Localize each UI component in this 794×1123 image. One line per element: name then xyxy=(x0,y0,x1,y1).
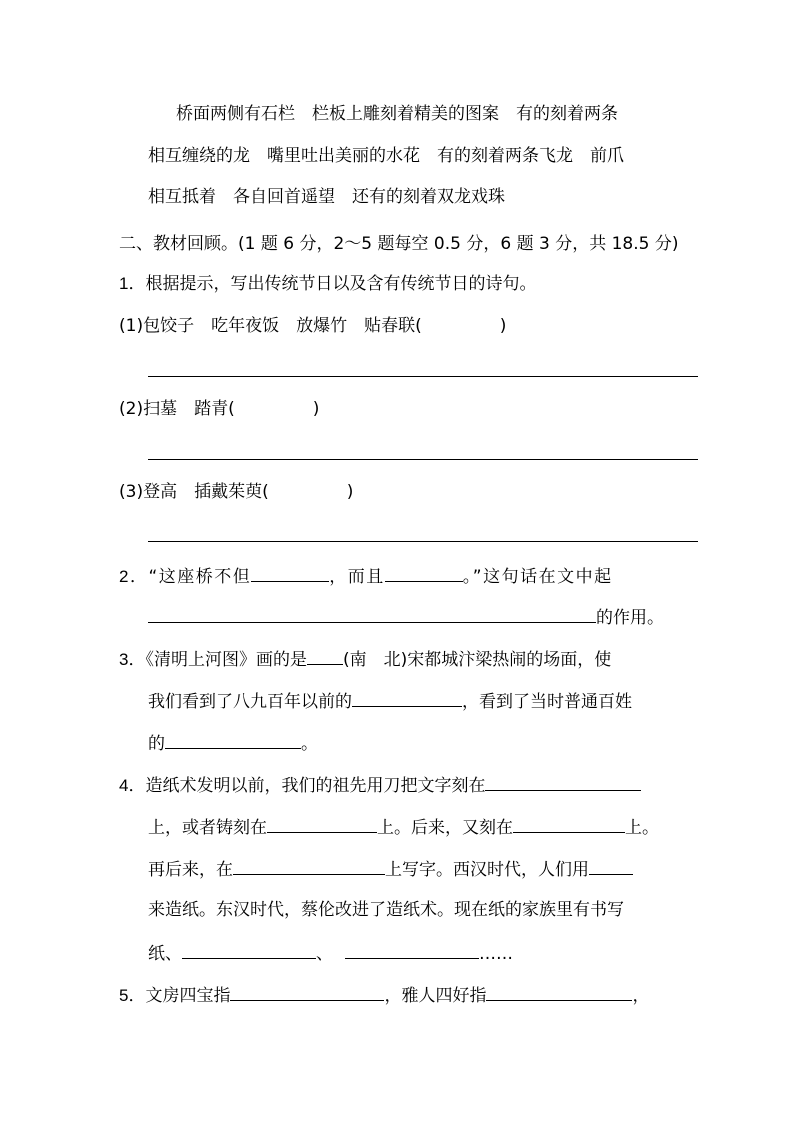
question-text: 造纸术发明以前，我们的祖先用刀把文字刻在 xyxy=(145,776,486,796)
question-text: 再后来，在 xyxy=(148,860,233,880)
question-text: 的作用。 xyxy=(596,608,664,628)
item-hint: 包饺子 吃年夜饭 放爆竹 贴春联( xyxy=(143,316,422,336)
item-hint: 登高 插戴茱萸( xyxy=(143,482,269,502)
question-text: 、 xyxy=(316,944,333,964)
question-5-line-1 xyxy=(119,982,649,1008)
answer-blank[interactable] xyxy=(513,814,625,833)
question-text: (南 北)宋都城汴梁热闹的场面，使 xyxy=(342,650,612,670)
question-text: 上。 xyxy=(625,818,659,838)
question-1-item-1 xyxy=(119,314,506,338)
question-text: ，而且 xyxy=(329,567,385,587)
answer-blank[interactable] xyxy=(589,856,633,875)
question-text: 纸、 xyxy=(148,944,182,964)
question-number: 2． xyxy=(119,567,149,586)
passage-line-3: 相互抵着 各自回首遥望 还有的刻着双龙戏珠 xyxy=(148,187,505,207)
answer-blank[interactable] xyxy=(352,688,462,707)
passage-line-2: 相互缠绕的龙 嘴里吐出美丽的水花 有的刻着两条飞龙 前爪 xyxy=(148,146,624,166)
question-text: 上写字。西汉时代，人们用 xyxy=(385,860,589,880)
question-4-line-2 xyxy=(148,814,659,840)
item-close: ) xyxy=(346,482,354,502)
item-prefix: (3) xyxy=(119,482,144,502)
question-text: 上，或者铸刻在 xyxy=(148,818,267,838)
question-2-line-2 xyxy=(148,604,664,630)
answer-line-3[interactable] xyxy=(148,541,698,542)
question-1-item-2 xyxy=(119,397,319,421)
question-text: ， xyxy=(632,986,650,1006)
answer-blank[interactable] xyxy=(485,772,641,791)
question-text: 文房四宝指 xyxy=(145,986,231,1006)
question-2-line-1 xyxy=(119,563,613,589)
question-number: 1． xyxy=(119,274,146,293)
answer-blank[interactable] xyxy=(345,940,479,959)
question-text: 根据提示，写出传统节日以及含有传统节日的诗句。 xyxy=(145,274,537,294)
passage-line-1: 桥面两侧有石栏 栏板上雕刻着精美的图案 有的刻着两条 xyxy=(176,104,618,124)
answer-line-2[interactable] xyxy=(148,459,698,460)
question-4-line-4: 来造纸。东汉时代，蔡伦改进了造纸术。现在纸的家族里有书写 xyxy=(148,900,624,920)
answer-blank[interactable] xyxy=(385,563,463,582)
item-close: ) xyxy=(499,316,507,336)
question-text: ，看到了当时普通百姓 xyxy=(462,692,632,712)
answer-blank[interactable] xyxy=(233,856,385,875)
question-number: 3． xyxy=(119,650,146,669)
question-1 xyxy=(119,272,536,296)
answer-blank[interactable] xyxy=(251,563,329,582)
answer-blank[interactable] xyxy=(267,814,377,833)
question-text: 上。后来，又刻在 xyxy=(377,818,513,838)
question-3-line-1 xyxy=(119,646,611,672)
question-3-line-2 xyxy=(148,688,632,714)
question-1-item-3 xyxy=(119,480,353,504)
answer-blank[interactable] xyxy=(307,646,343,665)
section-heading: 二、教材回顾。(1 题 6 分，2～5 题每空 0.5 分，6 题 3 分，共 18.5 分) xyxy=(119,234,679,254)
question-text: 的 xyxy=(148,734,165,754)
question-number: 4． xyxy=(119,776,146,795)
answer-blank[interactable] xyxy=(230,982,384,1001)
question-3-line-3 xyxy=(148,730,318,756)
question-text: ，雅人四好指 xyxy=(384,986,487,1006)
answer-blank[interactable] xyxy=(486,982,632,1001)
item-close: ) xyxy=(312,399,320,419)
item-prefix: (1) xyxy=(119,316,144,336)
answer-blank[interactable] xyxy=(165,730,301,749)
answer-blank[interactable] xyxy=(148,604,596,623)
answer-line-1[interactable] xyxy=(148,376,698,377)
question-4-line-3 xyxy=(148,856,633,882)
question-4-line-1 xyxy=(119,772,641,798)
question-text: 我们看到了八九百年以前的 xyxy=(148,692,352,712)
question-text: …… xyxy=(479,944,513,964)
item-hint: 扫墓 踏青( xyxy=(143,399,235,419)
answer-blank[interactable] xyxy=(182,940,316,959)
question-text: 。”这句话在文中起 xyxy=(462,567,613,587)
item-prefix: (2) xyxy=(119,399,144,419)
question-text: 《清明上河图》画的是 xyxy=(145,650,307,670)
question-number: 5． xyxy=(119,986,146,1005)
question-text: 。 xyxy=(301,734,318,754)
question-text: “这座桥不但 xyxy=(148,567,252,587)
question-4-line-5 xyxy=(148,940,513,966)
